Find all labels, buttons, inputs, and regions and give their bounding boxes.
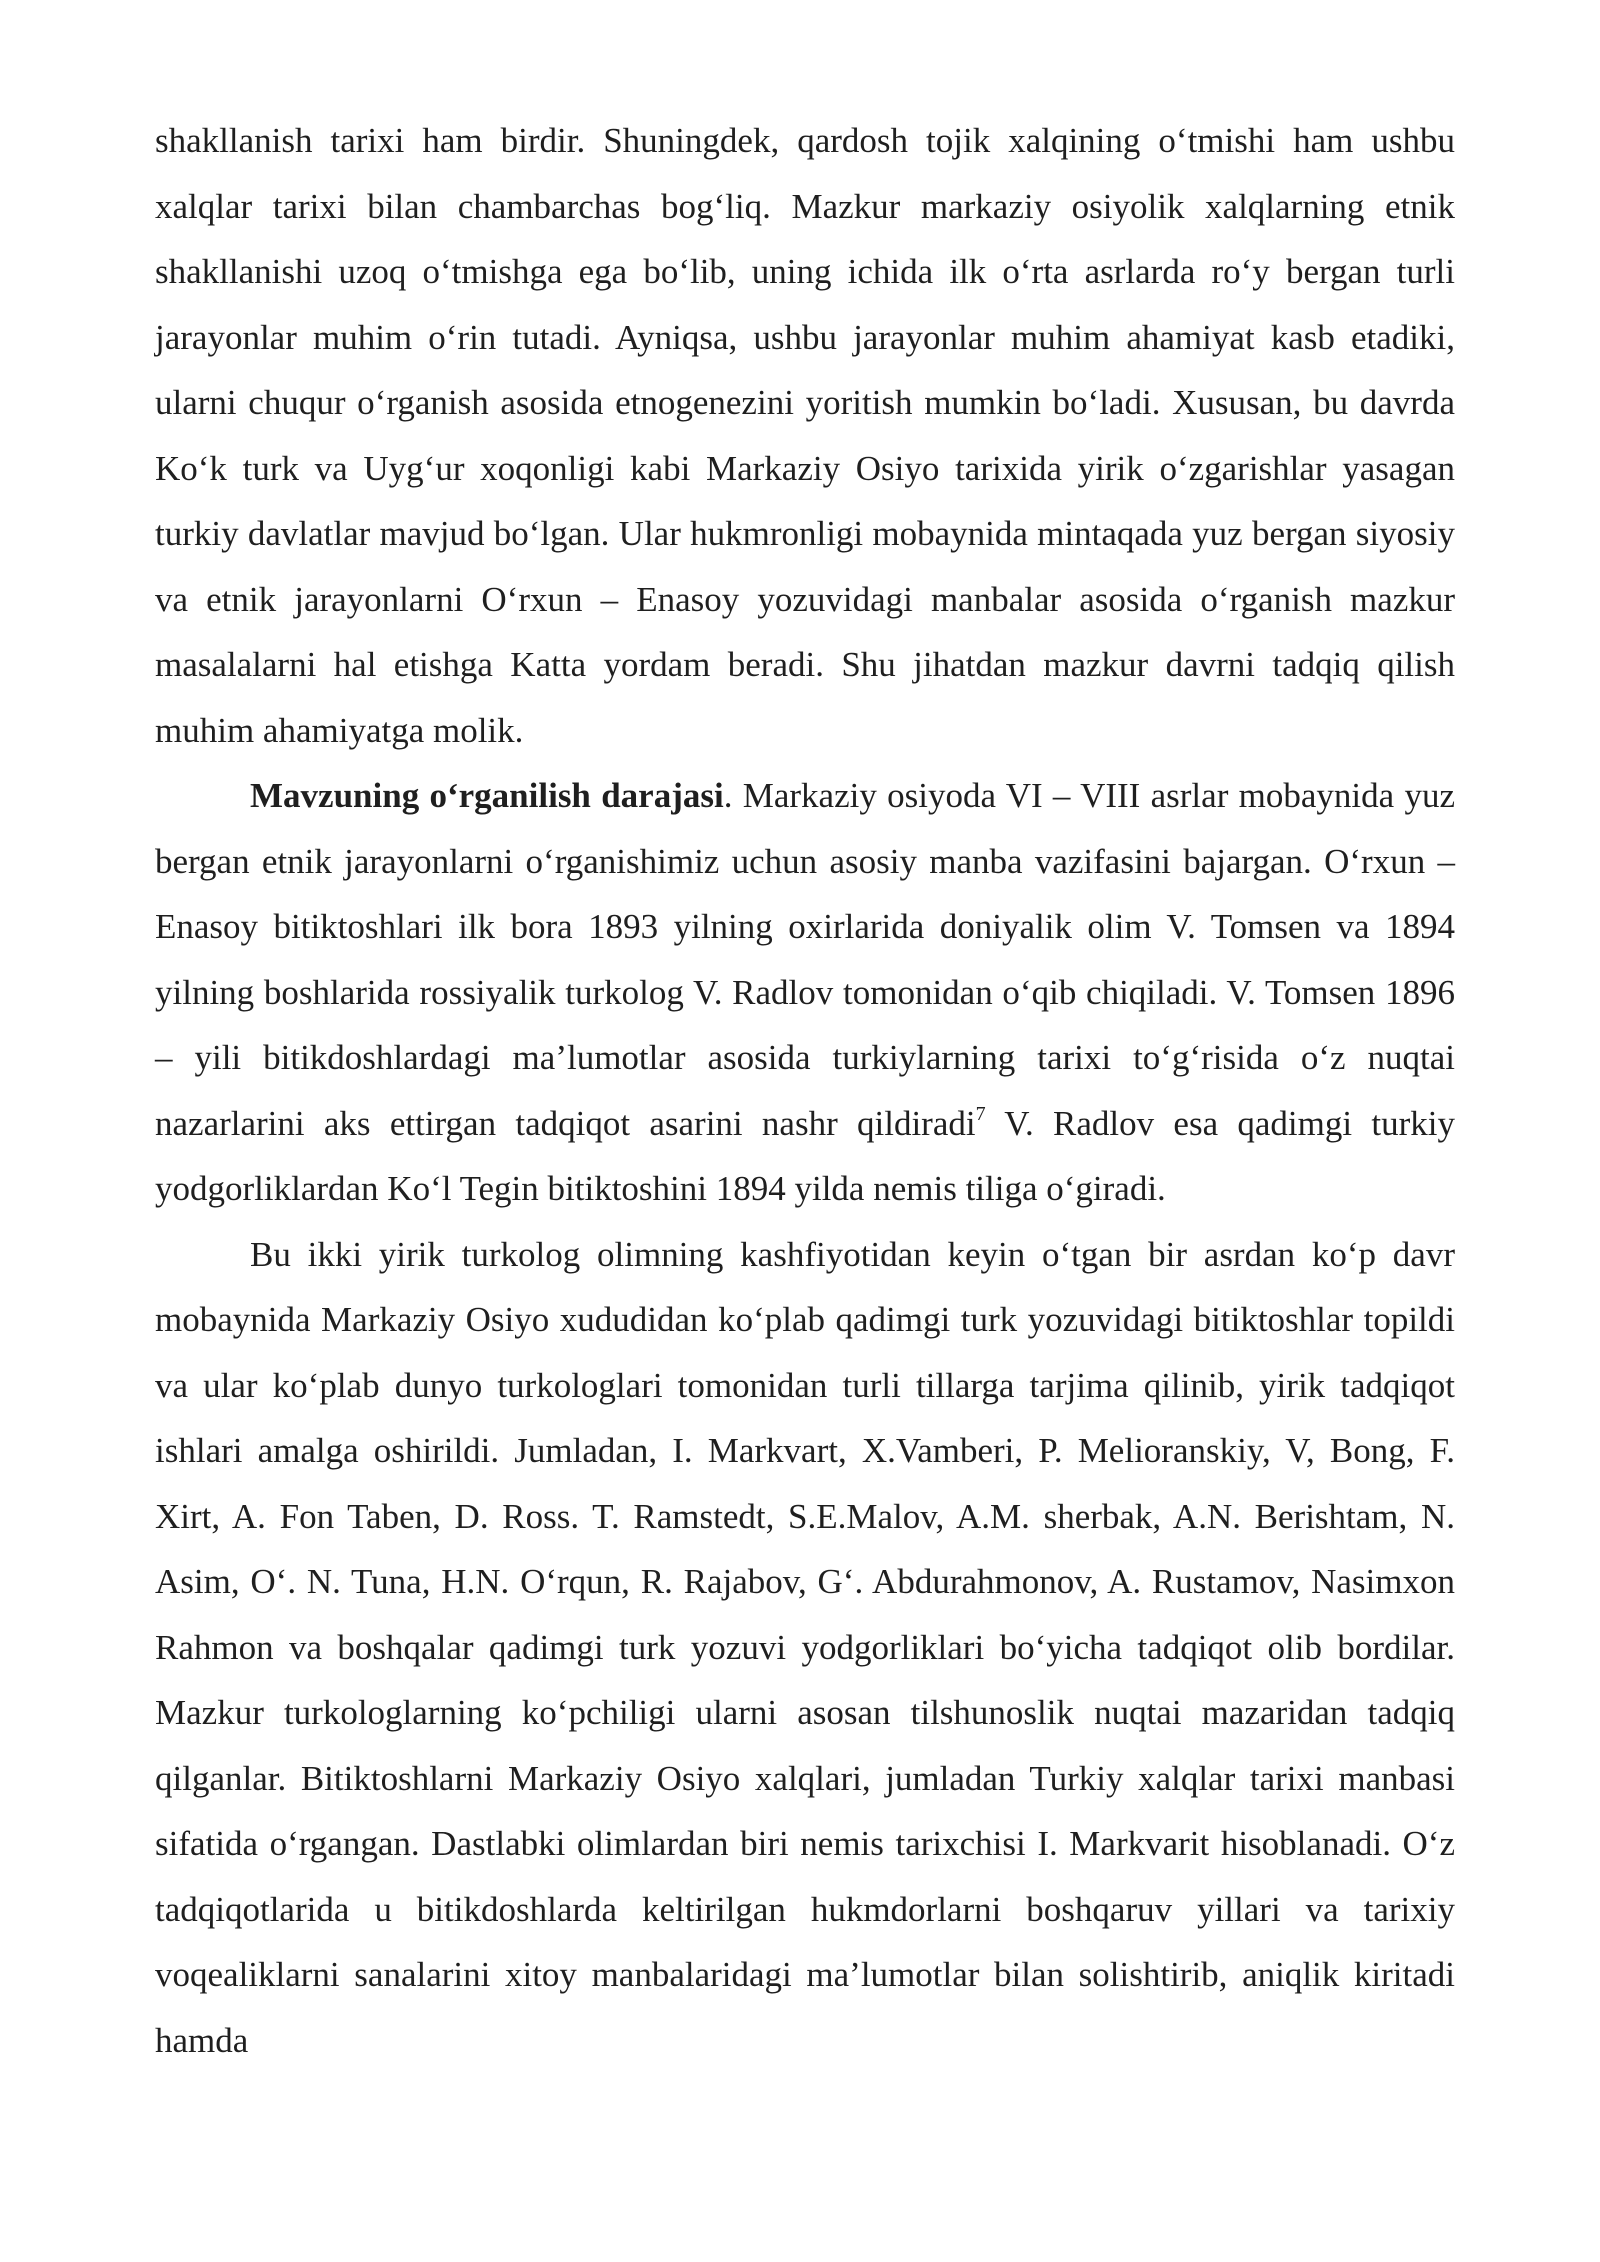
paragraph-text: . Markaziy osiyoda VI – VIII asrlar mobaynida yuz bergan etnik jarayonlarni o‘rganishimiz uchun asosiy manba vazifasini bajargan. O‘rxun – Enasoy bitiktoshlari ilk bora 1893 yilning oxirlarida doniyalik olim V. Tomsen va 1894 yilning boshlarida rossiyalik turkolog V. Radlov tomonidan o‘qib chiqiladi. V. Tomsen 1896 – yili bitikdoshlardagi ma’lumotlar asosida turkiylarning tarixi to‘g‘risida o‘z nuqtai nazarlarini aks ettirgan tadqiqot asarini nashr qildiradi — [155, 776, 1455, 1143]
footnote-reference[interactable]: 7 — [975, 1102, 986, 1125]
paragraph-turkologists: Bu ikki yirik turkolog olimning kashfiyotidan keyin o‘tgan bir asrdan ko‘p davr mobaynida Markaziy Osiyo xududidan ko‘plab qadimgi turk yozuvidagi bitiktoshlar topildi va ular ko‘plab dunyo turkologlari tomonidan turli tillarga tarjima qilinib, yirik tadqiqot ishlari amalga oshirildi. Jumladan, I. Markvart, X.Vamberi, P. Melioranskiy, V, Bong, F. Xirt, A. Fon Taben, D. Ross. T. Ramstedt, S.E.Malov, A.M. sherbak, A.N. Berishtam, N. Asim, O‘. N. Tuna, H.N. O‘rqun, R. Rajabov, G‘. Abdurahmonov, A. Rustamov, Nasimxon Rahmon va boshqalar qadimgi turk yozuvi yodgorliklari bo‘yicha tadqiqot olib bordilar. Mazkur turkologlarning ko‘pchiligi ularni asosan tilshunoslik nuqtai mazaridan tadqiq qilganlar. Bitiktoshlarni Markaziy Osiyo xalqlari, jumladan Turkiy xalqlar tarixi manbasi sifatida o‘rgangan. Dastlabki olimlardan biri nemis tarixchisi I. Markvarit hisoblanadi. O‘z tadqiqotlarida u bitikdoshlarda keltirilgan hukmdorlarni boshqaruv yillari va tarixiy voqealiklarni sanalarini xitoy manbalaridagi ma’lumotlar bilan solishtirib, aniqlik kiritadi hamda — [155, 1234, 1455, 2060]
paragraph-text-continued: V. Radlov esa qadimgi turkiy yodgorliklardan Ko‘l Tegin bitiktoshini 1894 yilda nemis tiliga o‘giradi. — [155, 1103, 1455, 1208]
section-heading: Mavzuning o‘rganilish darajasi — [250, 776, 724, 815]
paragraph-intro: shakllanish tarixi ham birdir. Shuningdek, qardosh tojik xalqining o‘tmishi ham ushbu xalqlar tarixi bilan chambarchas bog‘liq. Mazkur markaziy osiyolik xalqlarning etnik shakllanishi uzoq o‘tmishga ega bo‘lib, uning ichida ilk o‘rta asrlarda ro‘y bergan turli jarayonlar muhim o‘rin tutadi. Ayniqsa, ushbu jarayonlar muhim ahamiyat kasb etadiki, ularni chuqur o‘rganish asosida etnogenezini yoritish mumkin bo‘ladi. Xususan, bu davrda Ko‘k turk va Uyg‘ur xoqonligi kabi Markaziy Osiyo tarixida yirik o‘zgarishlar yasagan turkiy davlatlar mavjud bo‘lgan. Ular hukmronligi mobaynida mintaqada yuz bergan siyosiy va etnik jarayonlarni O‘rxun – Enasoy yozuvidagi manbalar asosida o‘rganish mazkur masalalarni hal etishga Katta yordam beradi. Shu jihatdan mazkur davrni tadqiq qilish muhim ahamiyatga molik. — [155, 121, 1455, 750]
paragraph-research-level — [155, 763, 1455, 1222]
document-page — [155, 108, 1455, 2073]
